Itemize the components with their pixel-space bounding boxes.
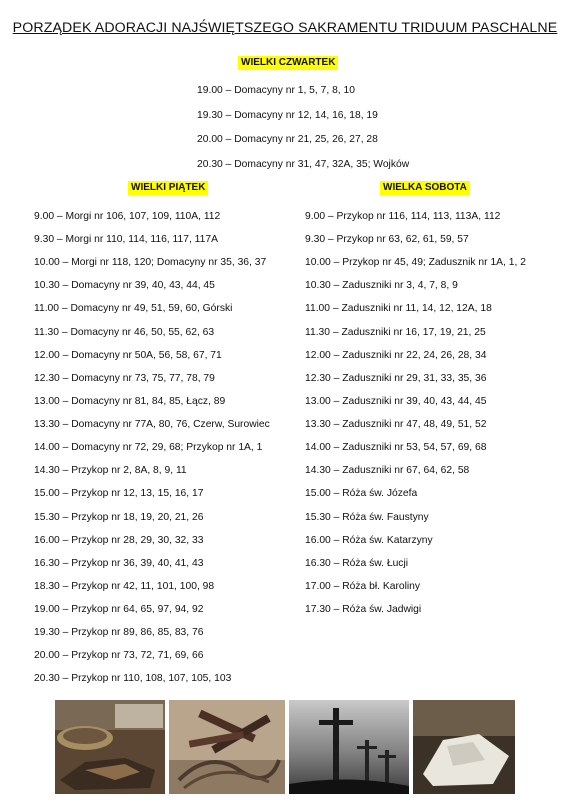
friday-schedule-row: 20.00 – Przykop nr 73, 72, 71, 69, 66 bbox=[34, 650, 204, 662]
saturday-schedule-row: 17.30 – Róża św. Jadwigi bbox=[305, 604, 422, 616]
friday-heading: WIELKI PIĄTEK bbox=[128, 181, 208, 195]
saturday-schedule-row: 16.00 – Róża św. Katarzyny bbox=[305, 534, 433, 546]
photo-strip bbox=[55, 700, 515, 794]
friday-schedule-row: 13.30 – Domacyny nr 77A, 80, 76, Czerw, Surowiec bbox=[34, 419, 270, 431]
thursday-schedule-row: 19.00 – Domacyny nr 1, 5, 7, 8, 10 bbox=[197, 85, 355, 96]
friday-schedule-row: 10.00 – Morgi nr 118, 120; Domacyny nr 35, 36, 37 bbox=[34, 257, 267, 269]
thursday-schedule-row: 20.30 – Domacyny nr 31, 47, 32A, 35; Wojków bbox=[197, 159, 410, 171]
burial-cloth-photo bbox=[413, 700, 515, 794]
friday-schedule-row: 11.00 – Domacyny nr 49, 51, 59, 60, Górski bbox=[34, 303, 233, 315]
saturday-schedule-row: 10.30 – Zaduszniki nr 3, 4, 7, 8, 9 bbox=[305, 280, 458, 292]
friday-schedule-row: 19.00 – Przykop nr 64, 65, 97, 94, 92 bbox=[34, 604, 204, 616]
saturday-schedule-row: 9.00 – Przykop nr 116, 114, 113, 113A, 112 bbox=[305, 211, 501, 222]
friday-schedule-row: 12.00 – Domacyny nr 50A, 56, 58, 67, 71 bbox=[34, 349, 222, 361]
saturday-schedule-row: 10.00 – Przykop nr 45, 49; Zadusznik nr 1A, 1, 2 bbox=[305, 257, 526, 269]
friday-schedule-row: 16.00 – Przykop nr 28, 29, 30, 32, 33 bbox=[34, 534, 204, 546]
saturday-schedule-row: 14.00 – Zaduszniki nr 53, 54, 57, 69, 68 bbox=[305, 442, 487, 454]
friday-schedule-row: 14.30 – Przykop nr 2, 8A, 8, 9, 11 bbox=[34, 465, 187, 477]
thursday-schedule-row: 19.30 – Domacyny nr 12, 14, 16, 18, 19 bbox=[197, 109, 378, 121]
crosses-photo bbox=[289, 700, 409, 794]
friday-schedule-row: 15.30 – Przykop nr 18, 19, 20, 21, 26 bbox=[34, 511, 204, 523]
saturday-schedule-row: 17.00 – Róża bł. Karoliny bbox=[305, 580, 421, 592]
saturday-heading: WIELKA SOBOTA bbox=[380, 181, 470, 195]
saturday-schedule-row: 13.00 – Zaduszniki nr 39, 40, 43, 44, 45 bbox=[305, 395, 487, 407]
saturday-schedule-row: 12.30 – Zaduszniki nr 29, 31, 33, 35, 36 bbox=[305, 372, 487, 384]
friday-schedule-row: 16.30 – Przykop nr 36, 39, 40, 41, 43 bbox=[34, 557, 204, 569]
friday-schedule-row: 19.30 – Przykop nr 89, 86, 85, 83, 76 bbox=[34, 627, 204, 639]
friday-schedule-row: 12.30 – Domacyny nr 73, 75, 77, 78, 79 bbox=[34, 372, 215, 384]
saturday-schedule-row: 16.30 – Róża św. Łucji bbox=[305, 557, 409, 569]
friday-schedule-row: 14.00 – Domacyny nr 72, 29, 68; Przykop nr 1A, 1 bbox=[34, 442, 263, 454]
saturday-schedule-row: 14.30 – Zaduszniki nr 67, 64, 62, 58 bbox=[305, 465, 470, 477]
saturday-schedule-row: 13.30 – Zaduszniki nr 47, 48, 49, 51, 52 bbox=[305, 419, 487, 431]
thursday-heading: WIELKI CZWARTEK bbox=[238, 56, 338, 70]
saturday-schedule-row: 12.00 – Zaduszniki nr 22, 24, 26, 28, 34 bbox=[305, 349, 487, 361]
friday-schedule-row: 11.30 – Domacyny nr 46, 50, 55, 62, 63 bbox=[34, 326, 215, 338]
washing-bowl-photo bbox=[55, 700, 165, 794]
page-title: PORZĄDEK ADORACJI NAJŚWIĘTSZEGO SAKRAMENTU TRIDUUM PASCHALNE bbox=[12, 20, 558, 36]
friday-schedule-row: 9.30 – Morgi nr 110, 114, 116, 117, 117A bbox=[34, 234, 218, 246]
saturday-schedule-row: 15.00 – Róża św. Józefa bbox=[305, 488, 418, 500]
saturday-schedule-row: 9.30 – Przykop nr 63, 62, 61, 59, 57 bbox=[305, 234, 469, 246]
friday-schedule-row: 9.00 – Morgi nr 106, 107, 109, 110A, 112 bbox=[34, 211, 221, 222]
friday-schedule-row: 20.30 – Przykop nr 110, 108, 107, 105, 103 bbox=[34, 673, 232, 685]
friday-schedule-row: 13.00 – Domacyny nr 81, 84, 85, Łącz, 89 bbox=[34, 395, 226, 407]
saturday-schedule-row: 11.00 – Zaduszniki nr 11, 14, 12, 12A, 18 bbox=[305, 303, 492, 315]
saturday-schedule-row: 11.30 – Zaduszniki nr 16, 17, 19, 21, 25 bbox=[305, 326, 486, 338]
nails-crown-photo bbox=[169, 700, 285, 794]
thursday-schedule-row: 20.00 – Domacyny nr 21, 25, 26, 27, 28 bbox=[197, 134, 378, 146]
friday-schedule-row: 18.30 – Przykop nr 42, 11, 101, 100, 98 bbox=[34, 580, 215, 592]
friday-schedule-row: 10.30 – Domacyny nr 39, 40, 43, 44, 45 bbox=[34, 280, 215, 292]
friday-schedule-row: 15.00 – Przykop nr 12, 13, 15, 16, 17 bbox=[34, 488, 204, 500]
saturday-schedule-row: 15.30 – Róża św. Faustyny bbox=[305, 511, 429, 523]
